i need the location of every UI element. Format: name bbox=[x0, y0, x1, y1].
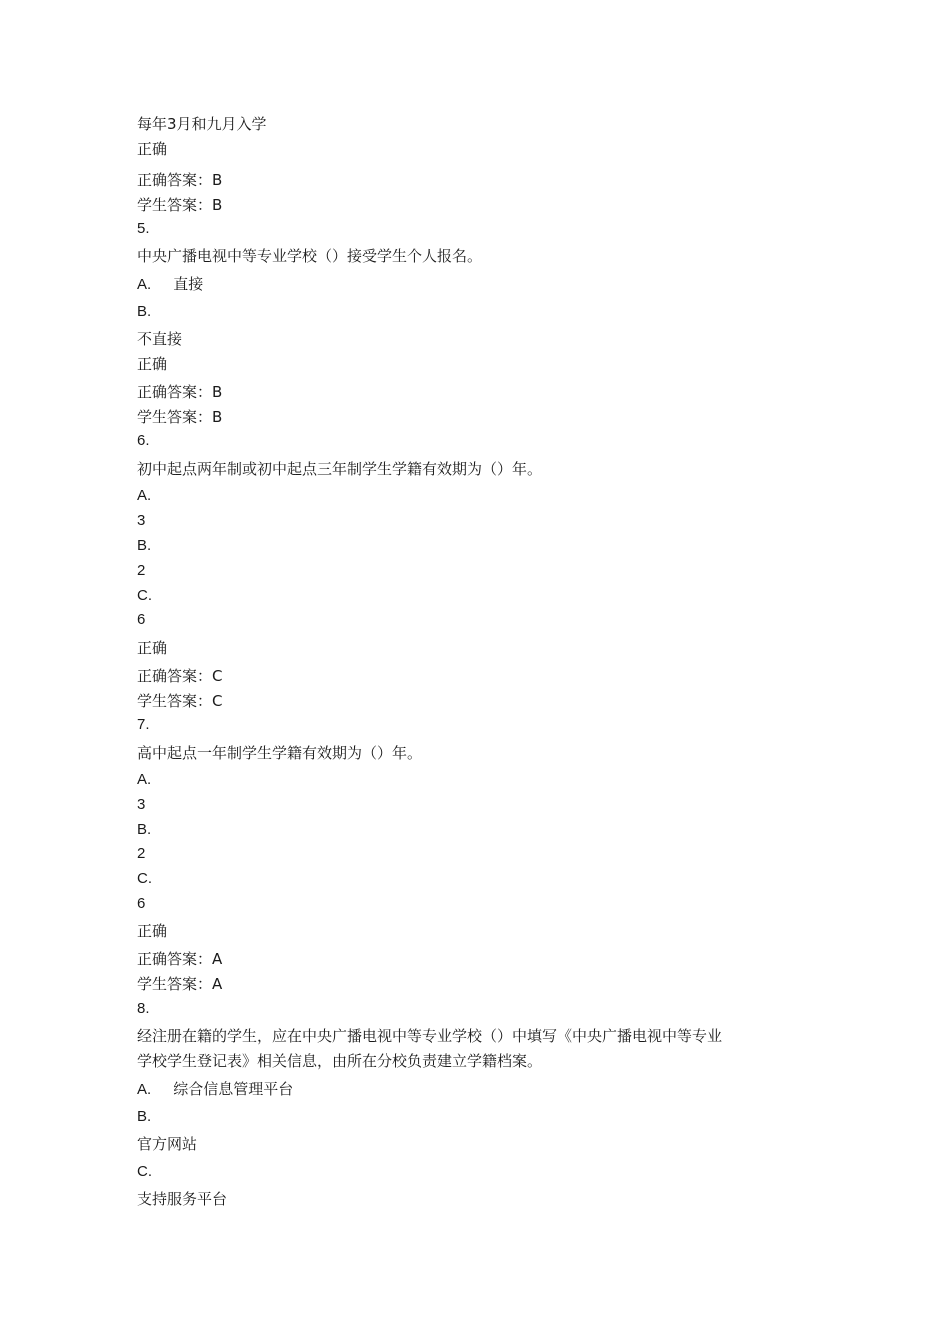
option-text: 不直接 bbox=[137, 330, 183, 348]
text-line: 每年3月和九月入学 bbox=[137, 115, 267, 133]
option-letter: C. bbox=[137, 870, 152, 887]
question-text: 高中起点一年制学生学籍有效期为（）年。 bbox=[137, 744, 423, 762]
option-text: 3 bbox=[137, 796, 146, 813]
correct-answer: 正确答案：B bbox=[137, 171, 223, 189]
option-letter: A. bbox=[137, 771, 152, 788]
question-text: 学校学生登记表》相关信息，由所在分校负责建立学籍档案。 bbox=[137, 1052, 543, 1070]
result-correct: 正确 bbox=[137, 922, 168, 940]
option-text: 官方网站 bbox=[137, 1135, 198, 1153]
question-text: 中央广播电视中等专业学校（）接受学生个人报名。 bbox=[137, 247, 483, 265]
question-number: 7. bbox=[137, 716, 150, 733]
result-correct: 正确 bbox=[137, 140, 168, 158]
option-letter: C. bbox=[137, 1163, 152, 1180]
result-correct: 正确 bbox=[137, 355, 168, 373]
correct-answer: 正确答案：B bbox=[137, 383, 223, 401]
student-answer: 学生答案：A bbox=[137, 975, 223, 993]
option-letter: A. bbox=[137, 487, 152, 504]
student-answer: 学生答案：B bbox=[137, 408, 223, 426]
question-text: 初中起点两年制或初中起点三年制学生学籍有效期为（）年。 bbox=[137, 460, 543, 478]
question-number: 6. bbox=[137, 432, 150, 449]
option-text: 2 bbox=[137, 562, 146, 579]
question-number: 8. bbox=[137, 1000, 150, 1017]
student-answer: 学生答案：C bbox=[137, 692, 223, 710]
correct-answer: 正确答案：C bbox=[137, 667, 223, 685]
question-text: 经注册在籍的学生，应在中央广播电视中等专业学校（）中填写《中央广播电视中等专业 bbox=[137, 1027, 723, 1045]
option-letter: A. bbox=[137, 1081, 152, 1098]
option-letter: B. bbox=[137, 821, 152, 838]
option-letter: B. bbox=[137, 537, 152, 554]
option-text: 3 bbox=[137, 512, 146, 529]
option-text: 6 bbox=[137, 895, 146, 912]
correct-answer: 正确答案：A bbox=[137, 950, 223, 968]
option-text: 综合信息管理平台 bbox=[173, 1080, 294, 1098]
option-letter: B. bbox=[137, 1108, 152, 1125]
option-letter: A. bbox=[137, 276, 152, 293]
option-letter: B. bbox=[137, 303, 152, 320]
option-text: 2 bbox=[137, 845, 146, 862]
student-answer: 学生答案：B bbox=[137, 196, 223, 214]
option-row bbox=[137, 274, 203, 295]
option-letter: C. bbox=[137, 587, 152, 604]
option-text: 支持服务平台 bbox=[137, 1190, 228, 1208]
option-row bbox=[137, 1079, 293, 1100]
option-text: 6 bbox=[137, 611, 146, 628]
result-correct: 正确 bbox=[137, 639, 168, 657]
option-text: 直接 bbox=[173, 275, 204, 293]
question-number: 5. bbox=[137, 220, 150, 237]
